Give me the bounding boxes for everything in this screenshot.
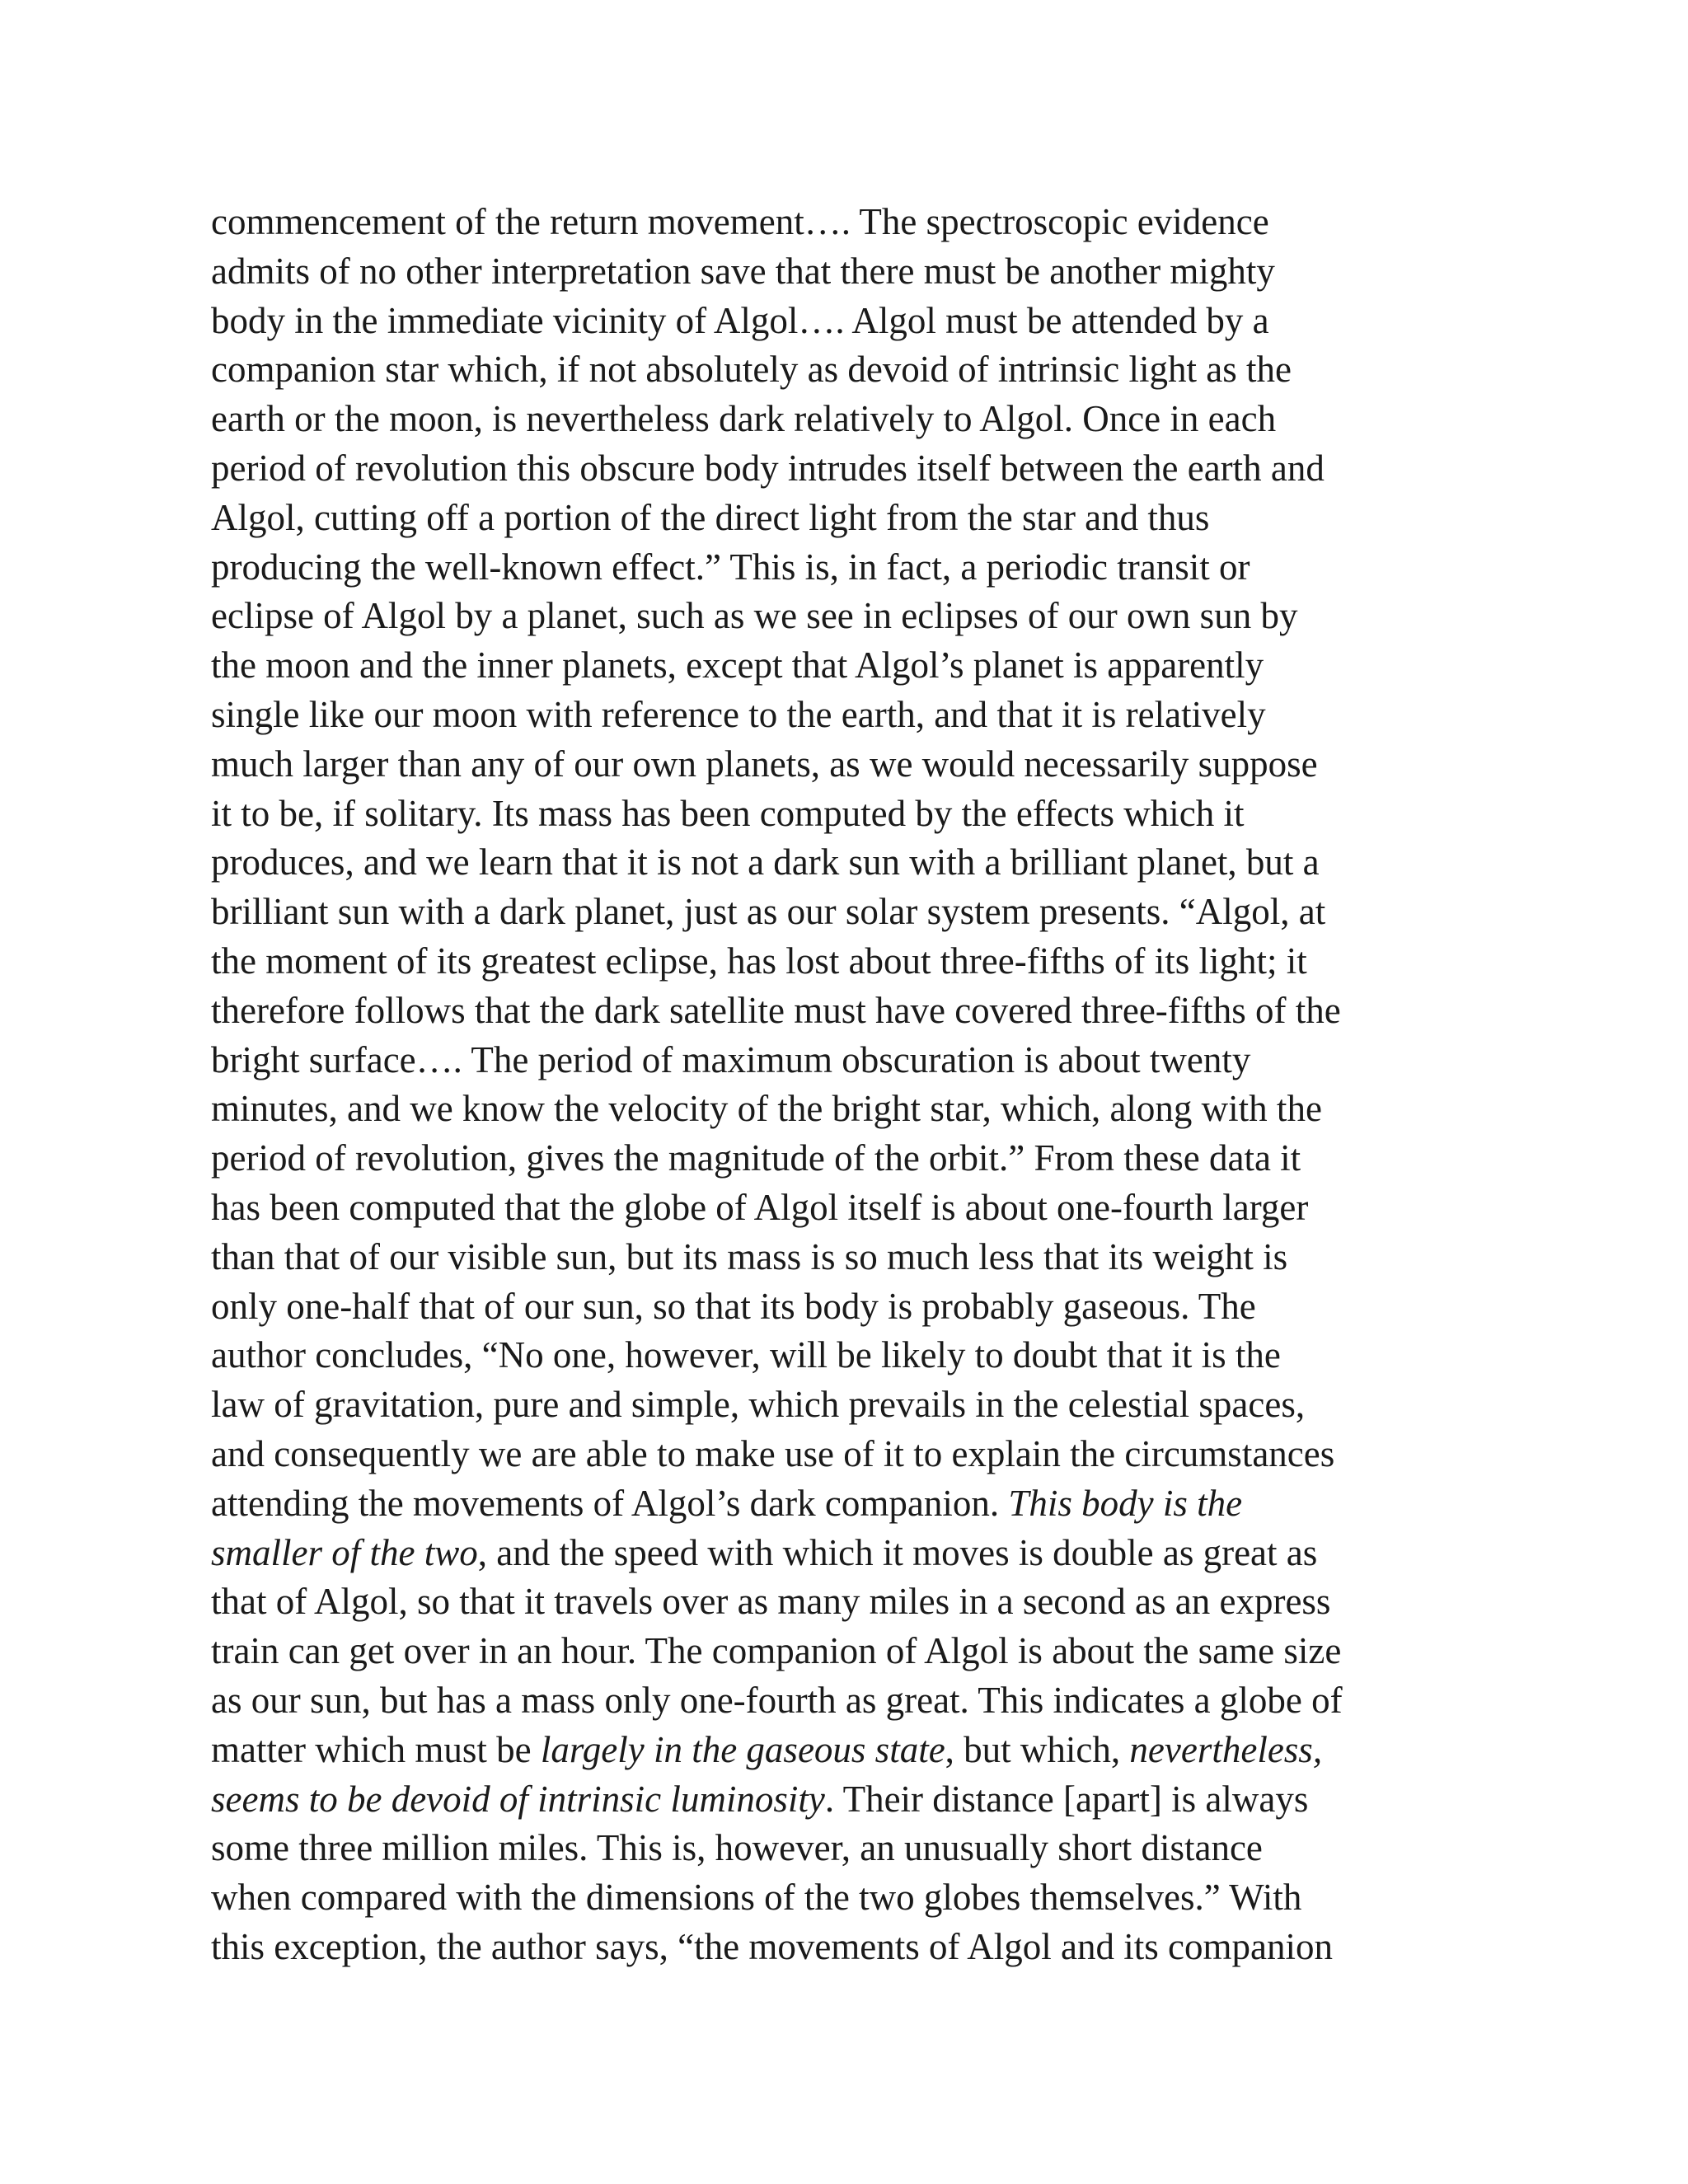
text-run: as our sun, but has a mass only one-fourth as great. This indicates a globe of: [211, 1679, 1343, 1721]
text-line: [211, 987, 1497, 1036]
text-run: produces, and we learn that it is not a dark sun with a brilliant planet, but a: [211, 841, 1320, 883]
text-line: [211, 790, 1497, 839]
text-line: [211, 1824, 1497, 1873]
text-line: [211, 641, 1497, 691]
text-line: [211, 345, 1497, 395]
text-line: [211, 1233, 1497, 1282]
text-run: the moon and the inner planets, except that Algol’s planet is apparently: [211, 644, 1264, 687]
text-line: [211, 592, 1497, 641]
text-run: admits of no other interpretation save that there must be another mighty: [211, 250, 1275, 292]
italic-text: seems to be devoid of intrinsic luminosity: [211, 1778, 825, 1820]
text-run: law of gravitation, pure and simple, which prevails in the celestial spaces,: [211, 1384, 1306, 1426]
text-line: [211, 444, 1497, 494]
text-line: [211, 1627, 1497, 1676]
text-line: [211, 1134, 1497, 1183]
italic-text: This body is the: [1008, 1482, 1243, 1524]
text-line: [211, 543, 1497, 593]
text-run: attending the movements of Algol’s dark companion.: [211, 1482, 1009, 1524]
text-line: [211, 1726, 1497, 1775]
text-run: therefore follows that the dark satellite must have covered three-fifths of the: [211, 989, 1341, 1031]
text-run: earth or the moon, is nevertheless dark relatively to Algol. Once in each: [211, 398, 1277, 440]
text-run: companion star which, if not absolutely as devoid of intrinsic light as the: [211, 349, 1292, 391]
text-run: this exception, the author says, “the movements of Algol and its companion: [211, 1925, 1333, 1967]
text-run: commencement of the return movement…. The spectroscopic evidence: [211, 201, 1269, 242]
text-line: [211, 1923, 1497, 1972]
body-text: [211, 198, 1497, 1972]
text-run: . Their distance [apart] is always: [824, 1778, 1309, 1820]
text-line: [211, 1331, 1497, 1380]
text-line: [211, 1380, 1497, 1430]
text-run: matter which must be: [211, 1728, 541, 1770]
text-run: has been computed that the globe of Algol itself is about one-fourth larger: [211, 1186, 1309, 1228]
text-line: [211, 1282, 1497, 1332]
text-run: brilliant sun with a dark planet, just as our solar system presents. “Algol, at: [211, 891, 1326, 933]
text-line: [211, 691, 1497, 740]
text-line: [211, 1529, 1497, 1578]
text-line: [211, 1577, 1497, 1627]
text-run: when compared with the dimensions of the two globes themselves.” With: [211, 1877, 1302, 1919]
text-run: bright surface…. The period of maximum obscuration is about twenty: [211, 1038, 1251, 1080]
text-line: [211, 838, 1497, 888]
text-run: and consequently we are able to make use of it to explain the circumstances: [211, 1432, 1335, 1474]
text-run: , and the speed with which it moves is double as great as: [477, 1531, 1318, 1573]
text-run: period of revolution, gives the magnitude of the orbit.” From these data it: [211, 1137, 1301, 1179]
text-line: [211, 1775, 1497, 1825]
italic-text: largely in the gaseous state: [540, 1728, 945, 1770]
text-run: some three million miles. This is, however, an unusually short distance: [211, 1827, 1263, 1869]
text-line: [211, 1085, 1497, 1134]
text-line: [211, 494, 1497, 543]
text-line: [211, 1479, 1497, 1529]
text-line: [211, 297, 1497, 346]
text-line: [211, 395, 1497, 444]
text-run: the moment of its greatest eclipse, has lost about three-fifths of its light; it: [211, 940, 1307, 982]
text-line: [211, 937, 1497, 987]
text-run: it to be, if solitary. Its mass has been computed by the effects which it: [211, 792, 1245, 834]
italic-text: smaller of the two: [211, 1531, 478, 1573]
text-run: eclipse of Algol by a planet, such as we see in eclipses of our own sun by: [211, 595, 1298, 637]
text-run: author concludes, “No one, however, will be likely to doubt that it is the: [211, 1334, 1281, 1376]
text-line: [211, 1183, 1497, 1233]
text-line: [211, 888, 1497, 937]
text-run: only one-half that of our sun, so that its body is probably gaseous. The: [211, 1285, 1256, 1327]
text-run: train can get over in an hour. The companion of Algol is about the same size: [211, 1630, 1342, 1672]
text-run: , but which,: [945, 1728, 1130, 1770]
text-run: much larger than any of our own planets, as we would necessarily suppose: [211, 743, 1318, 785]
text-run: period of revolution this obscure body intrudes itself between the earth and: [211, 447, 1325, 489]
text-run: single like our moon with reference to the earth, and that it is relatively: [211, 693, 1266, 735]
text-line: [211, 198, 1497, 247]
text-line: [211, 740, 1497, 790]
text-run: than that of our visible sun, but its mass is so much less that its weight is: [211, 1235, 1288, 1277]
text-line: [211, 1676, 1497, 1726]
text-line: [211, 1873, 1497, 1923]
text-line: [211, 1036, 1497, 1085]
text-run: that of Algol, so that it travels over as many miles in a second as an express: [211, 1581, 1331, 1623]
text-run: body in the immediate vicinity of Algol…. Algol must be attended by a: [211, 299, 1269, 341]
text-line: [211, 1430, 1497, 1479]
text-run: producing the well-known effect.” This is, in fact, a periodic transit or: [211, 546, 1250, 588]
text-run: minutes, and we know the velocity of the bright star, which, along with the: [211, 1088, 1322, 1130]
text-line: [211, 247, 1497, 297]
italic-text: nevertheless,: [1129, 1728, 1323, 1770]
text-run: Algol, cutting off a portion of the direct light from the star and thus: [211, 496, 1210, 538]
